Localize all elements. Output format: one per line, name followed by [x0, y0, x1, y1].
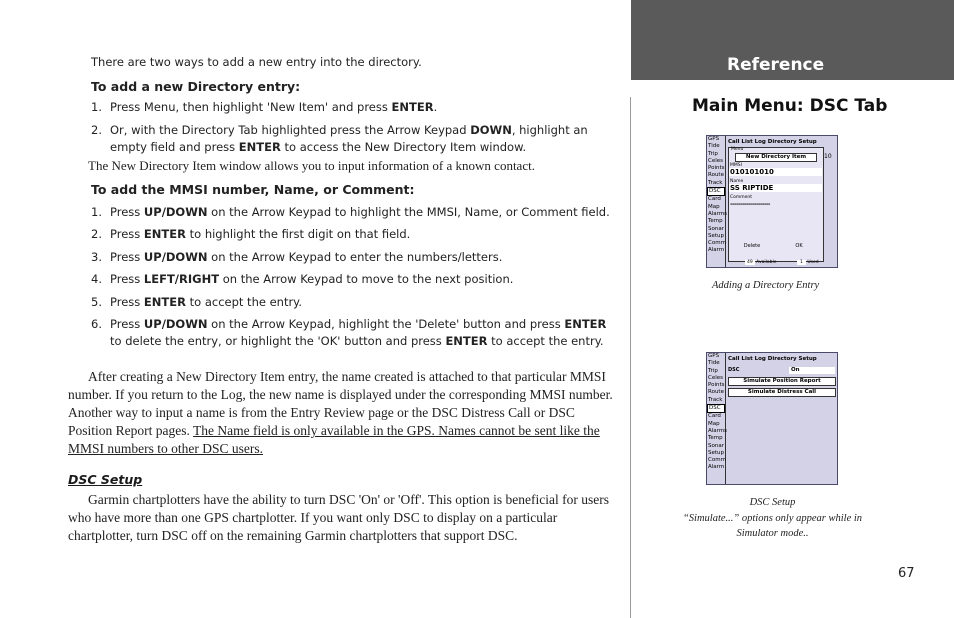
key-label: ENTER	[143, 295, 186, 309]
paragraph-text: After creating a New Directory Item entry, the name created is attached to that particular MMSI number. If you return to the Log, the new name is displayed under the corresponding MMSI number. Another way to input a name is from the Entry Review page or the DSC Distress Call or DSC Position Report pages.	[68, 369, 613, 438]
add-entry-heading: To add a new Directory entry:	[91, 79, 301, 94]
menu-hint: Menu	[731, 147, 744, 152]
mmsi-label: MMSI	[730, 163, 742, 168]
used-number: 1	[797, 260, 806, 265]
log-name-paragraph	[68, 368, 616, 458]
key-label: LEFT/RIGHT	[143, 272, 220, 286]
menu-item: Temp	[708, 218, 723, 225]
screen-tabs: Call List Log Directory Setup	[728, 139, 817, 145]
used-label: Used	[807, 260, 819, 265]
directory-entry-screenshot	[706, 135, 838, 268]
step-text: Or, with the Directory Tab highlighted press the Arrow Keypad	[110, 123, 471, 137]
screen-tabs: Call List Log Directory Setup	[728, 356, 817, 362]
menu-item: Alarms	[708, 427, 728, 434]
side-value: 10	[824, 153, 832, 160]
mmsi-field[interactable]: 010101010	[729, 168, 822, 176]
available-number: 49	[747, 260, 753, 265]
comment-field[interactable]: --------------------	[730, 201, 770, 208]
key-label: ENTER	[391, 100, 434, 114]
mmsi-step-2	[91, 226, 621, 243]
menu-item: Celes	[708, 157, 724, 164]
used-count	[797, 260, 819, 265]
menu-item: Card	[708, 196, 721, 203]
caption-line: Simulator mode..	[736, 528, 809, 539]
comment-label: Comment	[730, 195, 753, 200]
key-label: UP/DOWN	[143, 205, 208, 219]
menu-item: Temp	[708, 435, 723, 442]
step-text: to accept the entry.	[185, 295, 303, 309]
name-field-note: The Name field is only available in the GPS. Names cannot be sent like the MMSI numbers to other DSC users.	[68, 423, 600, 456]
step-number: 2.	[91, 123, 102, 137]
menu-item: Alarm	[708, 247, 725, 254]
step-number: 3.	[91, 250, 102, 264]
step-text: to highlight the first digit on that field.	[185, 227, 411, 241]
menu-item: Setup	[708, 232, 725, 239]
key-label: ENTER	[238, 140, 281, 154]
key-label: ENTER	[445, 334, 488, 348]
step-text: on the Arrow Keypad, highlight the 'Delete' button and press	[207, 317, 565, 331]
page-number: 67	[898, 566, 915, 581]
menu-item: Comm	[708, 240, 726, 247]
mmsi-heading: To add the MMSI number, Name, or Comment:	[91, 182, 415, 197]
menu-item: Sonar	[708, 225, 724, 232]
menu-item: Tide	[708, 143, 720, 150]
dsc-setup-screenshot	[706, 352, 838, 485]
step-text: Press	[110, 317, 144, 331]
menu-item: Celes	[708, 374, 724, 381]
available-label: Available	[756, 260, 777, 265]
caption-line: “Simulate...” options only appear while in	[682, 512, 863, 524]
step-text: , highlight an empty field and press	[110, 123, 588, 154]
menu-item: Comm	[708, 457, 726, 464]
step-text: Press	[110, 295, 144, 309]
caption-dsc-setup	[660, 495, 885, 542]
key-label: ENTER	[143, 227, 186, 241]
name-field[interactable]: SS RIPTIDE	[729, 184, 822, 192]
side-title: Main Menu: DSC Tab	[692, 96, 888, 116]
caption-directory-entry: Adding a Directory Entry	[712, 280, 820, 291]
menu-item: Points	[708, 165, 725, 172]
step-text: on the Arrow Keypad to enter the numbers/letters.	[207, 250, 503, 264]
step-text: to accept the entry.	[487, 334, 604, 348]
menu-item: Track	[708, 179, 723, 186]
menu-item: Points	[708, 382, 725, 389]
step-number: 1.	[91, 100, 102, 114]
directory-window-note: The New Directory Item window allows you to input information of a known contact.	[88, 158, 535, 173]
menu-item: Route	[708, 172, 724, 179]
step-text: Press	[110, 250, 144, 264]
step-text: to access the New Directory Item window.	[280, 140, 527, 154]
add-step-2	[91, 122, 621, 156]
menu-item: Route	[708, 389, 724, 396]
menu-item: Map	[708, 203, 720, 210]
step-text: on the Arrow Keypad to move to the next position.	[219, 272, 514, 286]
dsc-label: DSC	[728, 367, 740, 373]
step-number: 1.	[91, 205, 102, 219]
intro-text: There are two ways to add a new entry into the directory.	[91, 55, 422, 69]
step-text: .	[433, 100, 438, 114]
step-text: Press	[110, 227, 144, 241]
menu-item-selected: DSC	[707, 187, 725, 196]
simulate-distress-button[interactable]: Simulate Distress Call	[728, 388, 836, 397]
screen-side-menu	[707, 136, 726, 267]
step-number: 5.	[91, 295, 102, 309]
menu-item: Sonar	[708, 442, 724, 449]
step-number: 6.	[91, 317, 102, 331]
window-title: New Directory Item	[735, 153, 817, 162]
key-label: DOWN	[470, 123, 512, 137]
step-text: Press	[110, 205, 144, 219]
step-text: Press	[110, 272, 144, 286]
key-label: UP/DOWN	[143, 250, 208, 264]
menu-item: Track	[708, 396, 723, 403]
delete-button[interactable]: Delete	[743, 243, 761, 249]
menu-item: Map	[708, 420, 720, 427]
mmsi-step-6	[91, 316, 621, 350]
column-divider	[630, 97, 631, 618]
simulate-position-button[interactable]: Simulate Position Report	[728, 377, 836, 386]
step-text: on the Arrow Keypad to highlight the MMSI, Name, or Comment field.	[207, 205, 610, 219]
screen-side-menu	[707, 353, 726, 484]
menu-item: Trip	[708, 367, 718, 374]
menu-item-selected: DSC	[707, 404, 725, 413]
ok-button[interactable]: OK	[795, 243, 803, 249]
menu-item: Trip	[708, 150, 718, 157]
menu-item: Alarms	[708, 210, 728, 217]
menu-item: Tide	[708, 360, 720, 367]
mmsi-step-3	[91, 249, 621, 266]
step-text: to delete the entry, or highlight the 'OK' button and press	[110, 334, 446, 348]
step-text: Press Menu, then highlight 'New Item' and press	[110, 100, 392, 114]
menu-item: Alarm	[708, 464, 725, 471]
menu-item: GPS	[708, 353, 720, 359]
menu-item: GPS	[708, 136, 720, 142]
mmsi-step-4	[91, 271, 621, 288]
available-count	[745, 260, 777, 265]
add-step-1	[91, 99, 621, 116]
step-number: 4.	[91, 272, 102, 286]
dsc-setup-heading: DSC Setup	[68, 472, 143, 487]
caption-line: DSC Setup	[749, 497, 796, 508]
dsc-toggle[interactable]: On	[789, 367, 835, 374]
key-label: ENTER	[564, 317, 607, 331]
name-label: Name	[730, 179, 744, 184]
mmsi-step-1	[91, 204, 621, 221]
section-header-label: Reference	[727, 55, 825, 75]
mmsi-step-5	[91, 294, 621, 311]
menu-item: Card	[708, 413, 721, 420]
key-label: UP/DOWN	[143, 317, 208, 331]
step-number: 2.	[91, 227, 102, 241]
menu-item: Setup	[708, 449, 725, 456]
dsc-setup-paragraph: Garmin chartplotters have the ability to turn DSC 'On' or 'Off'. This option is beneficial for users who have more than one GPS chartplotter. If you want only DSC to display on a particular chartplotter, turn DSC off on the remaining Garmin chartplotters that support DSC.	[68, 492, 610, 543]
